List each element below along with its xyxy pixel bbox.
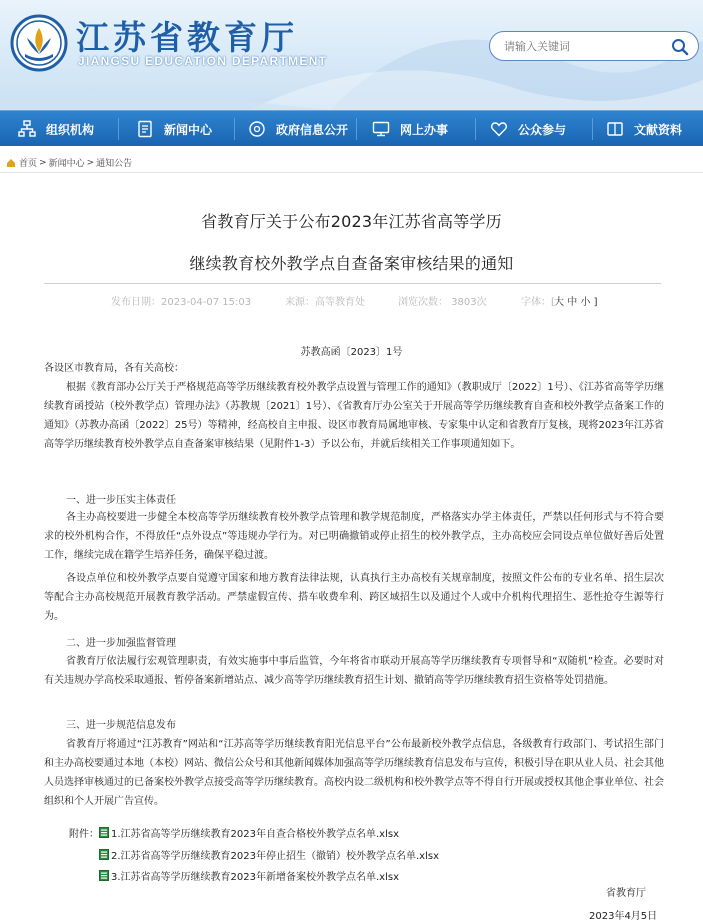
font-size-label: 字体：[ — [521, 297, 555, 308]
font-size-switch — [554, 293, 597, 308]
attachment-name[interactable]: 1.江苏省高等学历继续教育2023年自查合格校外教学点名单.xlsx — [111, 829, 399, 840]
signature-organization: 省教育厅 — [606, 888, 646, 899]
nav-item-online-services[interactable] — [372, 111, 448, 147]
nav-divider — [356, 118, 357, 140]
site-subtitle-english: JIANGSU EDUCATION DEPARTMENT — [78, 54, 328, 68]
article-source: 来源：高等教育处 — [285, 297, 365, 308]
org-chart-icon — [18, 120, 36, 138]
nav-divider — [118, 118, 119, 140]
nav-label: 组织机构 — [46, 122, 95, 137]
nav-divider — [234, 118, 235, 140]
excel-file-icon — [99, 827, 109, 838]
monitor-icon — [372, 120, 390, 138]
nav-label: 新闻中心 — [164, 122, 213, 137]
article-title-line-2: 继续教育校外教学点自查备案审核结果的通知 — [189, 254, 514, 273]
section-1-heading: 一、进一步压实主体责任 — [66, 495, 176, 506]
main-navigation — [0, 110, 703, 146]
article-meta-divider — [44, 283, 661, 284]
breadcrumb-notices[interactable]: 通知公告 — [96, 159, 133, 169]
excel-file-icon — [99, 870, 109, 881]
nav-label: 网上办事 — [400, 122, 449, 137]
attachment-link[interactable] — [99, 825, 399, 840]
section-2-paragraph-1: 省教育厅依法履行宏观管理职责，有效实施事中事后监管，今年将省市联动开展高等学历继续教育专项督导和“双随机”检查。必要时对有关违规办学高校采取通报、暂停备案新增站点、减少高等学历继续教育招生计划、撤销高等学历继续教育招生资格等处罚措施。 — [44, 656, 664, 686]
nav-divider — [475, 118, 476, 140]
search-icon[interactable] — [670, 37, 690, 57]
font-size-large-button[interactable]: 大 — [554, 297, 564, 308]
document-number: 苏教高函〔2023〕1号 — [300, 347, 403, 358]
site-header — [0, 0, 703, 110]
nav-label: 公众参与 — [518, 122, 567, 137]
site-title: 江苏省教育厅 — [76, 18, 298, 57]
education-department-logo[interactable] — [10, 14, 68, 72]
article-title-line-1: 省教育厅关于公布2023年江苏省高等学历 — [201, 212, 502, 231]
nav-item-government-info[interactable] — [248, 111, 348, 147]
section-2-heading: 二、进一步加强监督管理 — [66, 638, 176, 649]
nav-item-news-center[interactable] — [136, 111, 212, 147]
intro-paragraph: 根据《教育部办公厅关于严格规范高等学历继续教育校外教学点设置与管理工作的通知》（教职成厅〔2022〕1号）、《江苏省高等学历继续教育函授站（校外教学点）管理办法》（苏教规〔2021〕1号）、《省教育厅办公室关于开展高等学历继续教育自查和校外教学点备案工作的通知》（苏教办高函〔2022〕25号）等精神，经高校自主申报、设区市教育局属地审核、专家集中认定和省教育厅复核，现将2023年江苏省高等学历继续教育校外教学点自查备案审核结果（见附件1-3）予以公布，并就后续相关工作事项通知如下。 — [44, 382, 664, 450]
nav-label: 文献资料 — [634, 122, 683, 137]
attachment-name[interactable]: 2.江苏省高等学历继续教育2023年停止招生（撤销）校外教学点名单.xlsx — [111, 851, 439, 862]
excel-file-icon — [99, 849, 109, 860]
home-icon — [6, 158, 16, 168]
attachment-link[interactable] — [99, 847, 439, 862]
font-size-small-button[interactable]: 小 — [580, 297, 591, 308]
font-size-medium-button[interactable]: 中 — [567, 297, 578, 308]
attachment-link[interactable] — [99, 868, 399, 883]
nav-label: 政府信息公开 — [276, 122, 349, 137]
section-1-paragraph-2: 各设点单位和校外教学点要自觉遵守国家和地方教育法律法规，认真执行主办高校有关规章制度，按照文件公布的专业名单、招生层次等配合主办高校规范开展教育教学活动。严禁虚假宣传、搭车收费牟利、跨区域招生以及通过个人或中介机构代理招生、恶性抢夺生源等行为。 — [44, 573, 664, 622]
attachments-label: 附件： — [69, 829, 99, 840]
search-input[interactable] — [504, 38, 664, 55]
breadcrumb-home[interactable]: 首页 — [19, 159, 38, 169]
nav-divider — [592, 118, 593, 140]
nav-item-literature[interactable] — [606, 111, 682, 147]
section-3-heading: 三、进一步规范信息发布 — [66, 720, 176, 731]
breadcrumb-divider — [0, 172, 703, 173]
font-size-bracket: ] — [593, 297, 598, 308]
heart-icon — [490, 120, 508, 138]
breadcrumb — [6, 156, 134, 169]
view-count: 浏览次数： 3803次 — [398, 297, 487, 308]
nav-item-organization[interactable] — [18, 111, 94, 147]
document-icon — [136, 120, 154, 138]
salutation: 各设区市教育局，各有关高校： — [44, 363, 184, 374]
breadcrumb-news-center[interactable]: 新闻中心 — [48, 159, 85, 169]
breadcrumb-separator: > — [86, 157, 95, 168]
info-circle-icon — [248, 120, 266, 138]
section-3-paragraph-1: 省教育厅将通过“江苏教育”网站和“江苏高等学历继续教育阳光信息平台”公布最新校外教学点信息，各级教育行政部门、考试招生部门和主办高校要通过本地（本校）网站、微信公众号和其他新闻媒体加强高等学历继续教育信息发布与宣传，积极引导在职从业人员、社会其他人员选择审核通过的已备案校外教学点接受高等学历继续教育。高校内设二级机构和校外教学点等不得自行开展或授权其他企事业单位、社会组织和个人开展广告宣传。 — [44, 739, 664, 807]
attachment-name[interactable]: 3.江苏省高等学历继续教育2023年新增备案校外教学点名单.xlsx — [111, 872, 399, 883]
signature-date: 2023年4月5日 — [589, 911, 658, 922]
book-icon — [606, 120, 624, 138]
nav-item-public-participation[interactable] — [490, 111, 566, 147]
section-1-paragraph-1: 各主办高校要进一步健全本校高等学历继续教育校外教学点管理和教学规范制度，严格落实办学主体责任，严禁以任何形式与不符合要求的校外机构合作，不得放任“点外设点”等违规办学行为。对已明确撤销或停止招生的校外教学点，主办高校应会同设点单位做好善后处置工作，继续完成在籍学生培养任务，确保平稳过渡。 — [44, 512, 664, 561]
breadcrumb-separator: > — [39, 157, 47, 168]
search-box — [489, 31, 699, 61]
publish-date: 发布日期：2023-04-07 15:03 — [111, 297, 252, 308]
